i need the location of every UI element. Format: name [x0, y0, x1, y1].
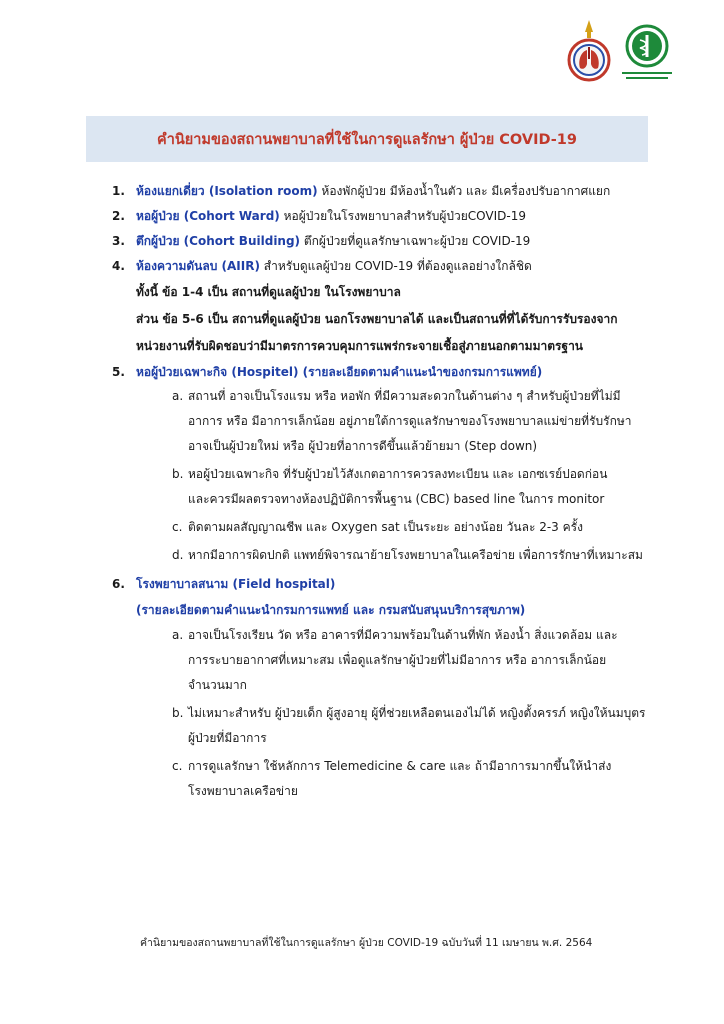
sub-item [172, 515, 652, 540]
sub-item-text: ติดตามผลสัญญาณชีพ และ Oxygen sat เป็นระยะ อย่างน้อย วันละ 2-3 ครั้ง [188, 520, 583, 534]
sub-item-letter: d. [172, 548, 184, 562]
item-description: ตึกผู้ป่วยที่ดูแลรักษาเฉพาะผู้ป่วย COVID-19 [300, 233, 531, 248]
item-term: ห้องแยกเดี่ยว (Isolation room) [136, 183, 318, 198]
sub-item-text: ผู้ป่วยที่มีอาการ [188, 731, 267, 745]
sub-item-letter: b. [172, 467, 184, 481]
sub-item-text: และควรมีผลตรวจทางห้องปฏิบัติการพื้นฐาน (CBC) based line ในการ monitor [188, 492, 605, 506]
sub-item [172, 543, 652, 568]
definition-list [112, 178, 652, 807]
sub-item-text: หอผู้ป่วยเฉพาะกิจ ที่รับผู้ป่วยไว้สังเกตอาการควรลงทะเบียน และ เอกซเรย์ปอดก่อน [188, 467, 608, 481]
item-number: 3. [112, 233, 125, 248]
item-number: 4. [112, 258, 125, 273]
list-item [112, 178, 652, 203]
list-item [112, 571, 652, 596]
sub-item [172, 701, 652, 751]
list-item [112, 253, 652, 278]
list-item [112, 228, 652, 253]
item-detail-note: (รายละเอียดตามคำแนะนำกรมการแพทย์ และ กรมสนับสนุนบริการสุขภาพ) [136, 602, 526, 617]
note-line: ทั้งนี้ ข้อ 1-4 เป็น สถานที่ดูแลผู้ป่วย ในโรงพยาบาล [136, 284, 401, 299]
title-banner [86, 116, 648, 162]
item-term: หอผู้ป่วย (Cohort Ward) [136, 208, 280, 223]
note-line: หน่วยงานที่รับผิดชอบว่ามีมาตรการควบคุมการแพร่กระจายเชื้อสู่ภายนอกตามมาตรฐาน [136, 338, 584, 353]
item-term: หอผู้ป่วยเฉพาะกิจ (Hospitel) (รายละเอียดตามคำแนะนำของกรมการแพทย์) [136, 364, 543, 379]
sub-item-text: สถานที่ อาจเป็นโรงแรม หรือ หอพัก ที่มีความสะดวกในด้านต่าง ๆ สำหรับผู้ป่วยที่ไม่มี [188, 389, 621, 403]
item-number: 2. [112, 208, 125, 223]
logo-group [566, 18, 676, 82]
item-number: 1. [112, 183, 125, 198]
sub-item-text: อาการ หรือ มีอาการเล็กน้อย อยู่ภายใต้การดูแลรักษาของโรงพยาบาลแม่ข่ายที่รับรักษา [188, 414, 632, 428]
item-term: โรงพยาบาลสนาม (Field hospital) [136, 576, 336, 591]
sub-item-letter: a. [172, 389, 184, 403]
sub-item [172, 623, 652, 698]
list-item [112, 203, 652, 228]
sub-item-text: การระบายอากาศที่เหมาะสม เพื่อดูแลรักษาผู้ป่วยที่ไม่มีอาการ หรือ อาการเล็กน้อย [188, 653, 607, 667]
item-term: ตึกผู้ป่วย (Cohort Building) [136, 233, 301, 248]
item-number: 6. [112, 576, 125, 591]
sub-item-text: หากมีอาการผิดปกติ แพทย์พิจารณาย้ายโรงพยาบาลในเครือข่าย เพื่อการรักษาที่เหมาะสม [188, 548, 643, 562]
sub-item-text: โรงพยาบาลเครือข่าย [188, 784, 298, 798]
page-title: คำนิยามของสถานพยาบาลที่ใช้ในการดูแลรักษา ผู้ป่วย COVID-19 [157, 131, 577, 148]
list-item [112, 359, 652, 384]
sub-item-text: ไม่เหมาะสำหรับ ผู้ป่วยเด็ก ผู้สูงอายุ ผู้ที่ช่วยเหลือตนเองไม่ได้ หญิงตั้งครรภ์ หญิงให้นมบุตร [188, 706, 646, 720]
sub-item-letter: b. [172, 706, 184, 720]
item-description: สำหรับดูแลผู้ป่วย COVID-19 ที่ต้องดูแลอย่างใกล้ชิด [259, 258, 532, 273]
sub-item-text: จำนวนมาก [188, 678, 247, 692]
sub-item-text: การดูแลรักษา ใช้หลักการ Telemedicine & care และ ถ้ามีอาการมากขึ้นให้นำส่ง [188, 759, 612, 773]
sub-item-letter: a. [172, 628, 184, 642]
item-term: ห้องความดันลบ (AIIR) [136, 258, 260, 273]
item-number: 5. [112, 364, 125, 379]
sub-item-text: อาจเป็นโรงเรียน วัด หรือ อาคารที่มีความพร้อมในด้านที่พัก ห้องน้ำ สิ่งแวดล้อม และ [188, 628, 618, 642]
sub-item [172, 754, 652, 804]
note-line: ส่วน ข้อ 5-6 เป็น สถานที่ดูแลผู้ป่วย นอกโรงพยาบาลได้ และเป็นสถานที่ที่ได้รับการรับรองจาก [136, 311, 618, 326]
sub-item-text: อาจเป็นผู้ป่วยใหม่ หรือ ผู้ป่วยที่อาการดีขึ้นแล้วย้ายมา (Step down) [188, 439, 538, 453]
page-footer: คำนิยามของสถานพยาบาลที่ใช้ในการดูแลรักษา ผู้ป่วย COVID-19 ฉบับวันที่ 11 เมษายน พ.ศ. 2564 [140, 937, 593, 949]
item-description: หอผู้ป่วยในโรงพยาบาลสำหรับผู้ป่วยCOVID-19 [279, 208, 526, 223]
sub-item [172, 384, 652, 459]
lung-emblem-icon [566, 18, 612, 82]
sub-item-letter: c. [172, 520, 183, 534]
sub-item [172, 462, 652, 512]
sub-item-letter: c. [172, 759, 183, 773]
medical-services-emblem-icon [618, 22, 676, 82]
item-description: ห้องพักผู้ป่วย มีห้องน้ำในตัว และ มีเครื่องปรับอากาศแยก [317, 183, 611, 198]
